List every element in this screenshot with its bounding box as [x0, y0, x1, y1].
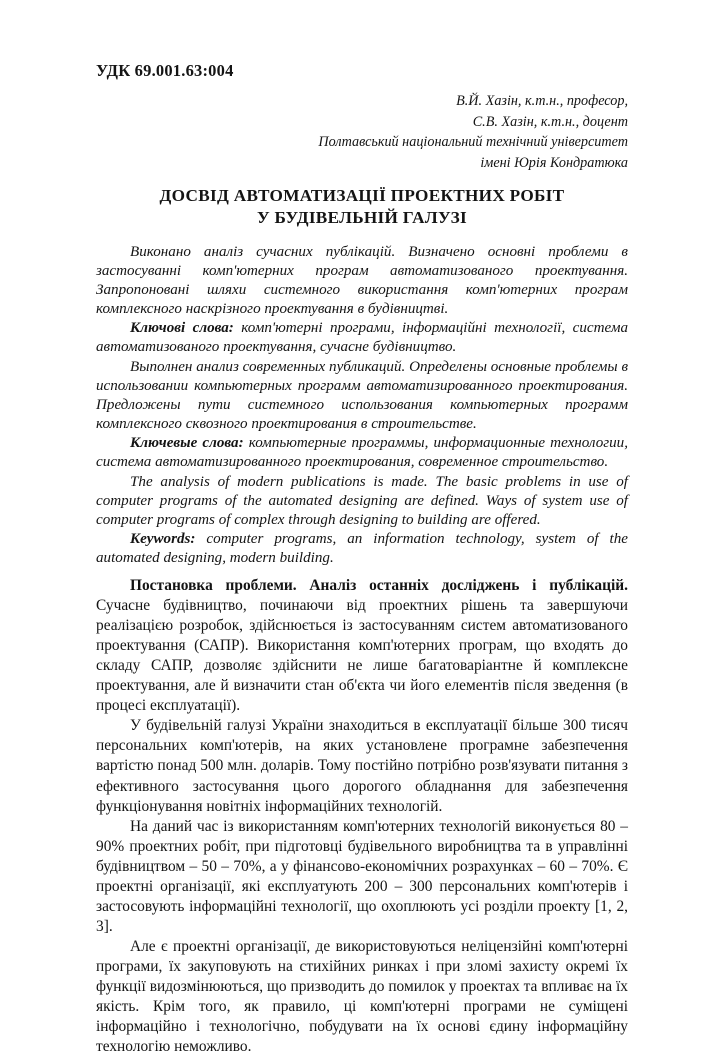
affiliation-line-2: імені Юрія Кондратюка	[480, 154, 628, 171]
keywords-english	[96, 530, 628, 568]
author-affiliation-block	[96, 91, 628, 173]
body-paragraph-2: У будівельній галузі України знаходиться в експлуатації більше 300 тисяч персональних комп'ютерів, на яких установлене програмне забезпечення вартістю понад 500 млн. доларів. Тому постійно потрібно розв'язувати питання з ефективного застосування цього дорогого обладнання для забезпечення функціонування новітніх інформаційних технологій.	[96, 717, 628, 815]
author-line-1: В.Й. Хазін, к.т.н., професор,	[456, 92, 628, 109]
keywords-russian	[96, 434, 628, 472]
keywords-ukrainian	[96, 319, 628, 357]
keywords-russian-text: компьютерные программы, информационные технологии, система автоматизированного проектирования, современное строительство.	[96, 435, 628, 471]
body-paragraph-3: На даний час із використанням комп'ютерних технологій виконується 80 – 90% проектних робіт, при підготовці будівельного виробництва та в управлінні будівництвом – 50 – 70%, а у фінансово-економічних розрахунках – 60 – 70%. Є проектні організації, які експлуатують 200 – 300 персональних комп'ютерів і застосовують інформаційні технології, що охоплюють усі розділи проекту [1, 2, 3].	[96, 817, 628, 935]
body-paragraph-1	[96, 576, 628, 716]
abstract-ukrainian: Виконано аналіз сучасних публікацій. Визначено основні проблеми в застосуванні комп'ютерних програм автоматизованого проектування. Запропоновані шляхи системного використання комп'ютерних програм комплексного наскрізного проектування в будівництві.	[96, 243, 628, 318]
page-title	[96, 185, 628, 228]
title-line-1: ДОСВІД АВТОМАТИЗАЦІЇ ПРОЕКТНИХ РОБІТ	[159, 186, 565, 206]
abstract-english: The analysis of modern publications is made. The basic problems in use of computer programs of the automated designing are defined. Ways of system use of computer programs of complex through designing to building are offered.	[96, 473, 628, 528]
udc-code: УДК 69.001.63:004	[96, 61, 234, 80]
title-line-2: У БУДІВЕЛЬНІЙ ГАЛУЗІ	[256, 208, 468, 228]
section-heading: Постановка проблеми. Аналіз останніх досліджень і публікацій.	[130, 577, 628, 595]
body-paragraph-4: Але є проектні організації, де використовуються неліцензійні комп'ютерні програми, їх закуповують на стихійних ринках і при зломі захисту окремі їх функції видозмінюються, що призводить до помилок у проектах та впливає на їх якість. Крім того, як правило, ці комп'ютерні програми не суміщені інформаційно і технологічно, побудувати на їх основі єдину інформаційну технологію неможливо.	[96, 937, 628, 1055]
affiliation-line-1: Полтавський національний технічний університет	[318, 134, 628, 151]
keywords-ukrainian-label: Ключові слова:	[130, 320, 234, 337]
abstract-russian: Выполнен анализ современных публикаций. Определены основные проблемы в использовании компьютерных программ автоматизированного проектирования. Предложены пути системного использования компьютерных программ комплексного сквозного проектирования в строительстве.	[96, 358, 628, 433]
keywords-english-label: Keywords:	[130, 531, 196, 548]
body-paragraph-1-text: Сучасне будівництво, починаючи від проектних рішень та завершуючи реалізацією розробок, здійснюється із застосуванням систем автоматизованого проектування (САПР). Використання комп'ютерних програм, що входять до складу САПР, дозволяє здійснити не лише багатоваріантне й комплексне проектування, але й визначити стан об'єкта чи його елементів після зведення (в процесі експлуатації).	[96, 597, 628, 715]
keywords-russian-label: Ключевые слова:	[130, 435, 244, 452]
keywords-ukrainian-text: комп'ютерні програми, інформаційні технології, система автоматизованого проектування, сучасне будівництво.	[96, 320, 628, 356]
author-line-2: С.В. Хазін, к.т.н., доцент	[472, 113, 628, 130]
keywords-english-text: computer programs, an information technology, system of the automated designing, modern building.	[96, 531, 628, 567]
